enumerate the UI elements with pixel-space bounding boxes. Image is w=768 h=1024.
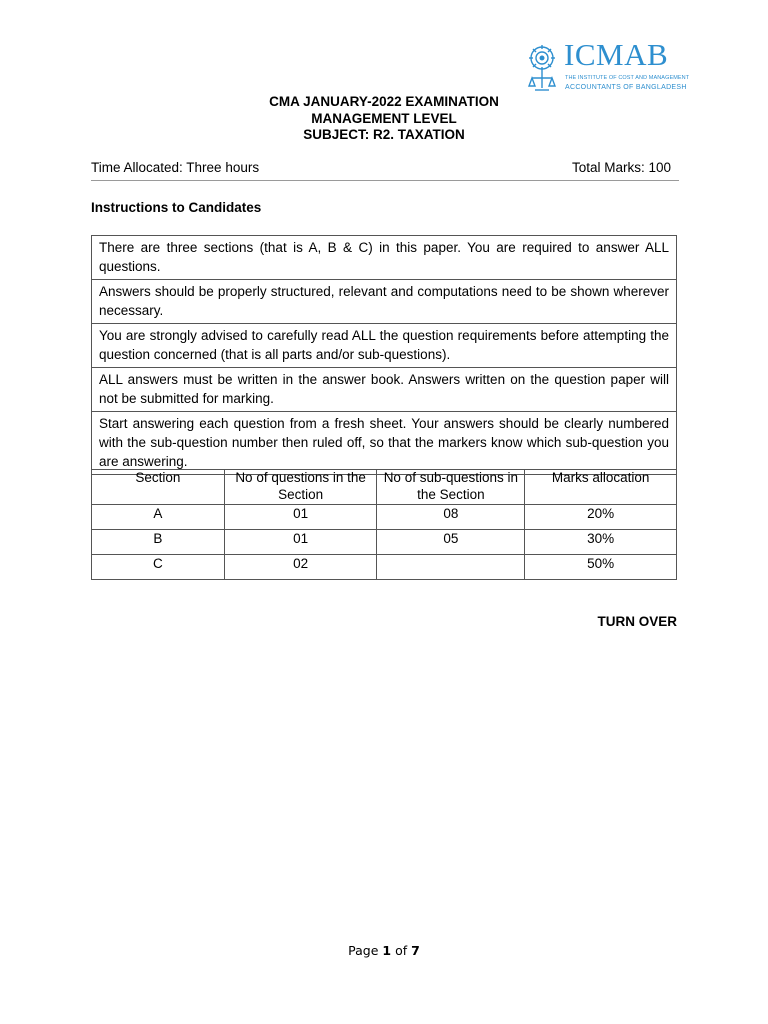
table-cell: 05 [377,530,525,555]
instruction-item: Start answering each question from a fresh sheet. Your answers should be clearly numbered with the sub-question number then ruled off, so that the markers know which sub-question you are answering. [99,416,669,469]
table-cell: 50% [525,555,677,580]
exam-subject: SUBJECT: R2. TAXATION [303,127,465,142]
table-cell: A [92,505,225,530]
instruction-item: ALL answers must be written in the answer book. Answers written on the question paper will not be submitted for marking. [92,368,676,412]
table-cell: 01 [224,505,377,530]
instruction-item: There are three sections (that is A, B & C) in this paper. You are required to answer ALL questions. [92,236,676,280]
table-cell: 01 [224,530,377,555]
exam-title: CMA JANUARY-2022 EXAMINATION [269,94,499,109]
instruction-item: You are strongly advised to carefully read ALL the question requirements before attempting the question concerned (that is all parts and/or sub-questions). [92,324,676,368]
table-header-row [92,470,677,505]
page-word: Page [348,943,379,958]
column-header: Section [92,470,225,505]
emblem-icon [526,42,562,98]
instructions-box [91,235,677,475]
logo-subtitle-line1: THE INSTITUTE OF COST AND MANAGEMENT [565,75,690,81]
table-cell: 08 [377,505,525,530]
total-marks: Total Marks: 100 [571,160,671,175]
exam-meta [91,160,679,181]
instruction-item: Answers should be properly structured, relevant and computations need to be shown wherever necessary. [92,280,676,324]
table-cell: 02 [224,555,377,580]
current-page-number: 1 [382,943,392,958]
table-row [92,555,677,580]
table-row [92,505,677,530]
turn-over-label: TURN OVER [597,614,677,629]
table-cell: C [92,555,225,580]
exam-title-block [0,94,768,144]
icmab-logo [526,37,690,100]
table-cell [377,555,525,580]
sections-table [91,469,677,580]
exam-level: MANAGEMENT LEVEL [311,110,457,126]
table-row [92,530,677,555]
column-header: No of questions in the Section [224,470,377,505]
instructions-heading: Instructions to Candidates [91,200,262,215]
logo-subtitle-line2: ACCOUNTANTS OF BANGLADESH [565,84,687,91]
total-pages: 7 [411,943,420,958]
of-word: of [395,943,408,958]
logo-name: ICMAB [564,37,669,72]
table-cell: B [92,530,225,555]
column-header: Marks allocation [525,470,677,505]
time-allocated: Time Allocated: Three hours [91,160,260,175]
column-header: No of sub-questions in the Section [377,470,525,505]
page-footer [0,943,768,958]
table-cell: 20% [525,505,677,530]
table-cell: 30% [525,530,677,555]
